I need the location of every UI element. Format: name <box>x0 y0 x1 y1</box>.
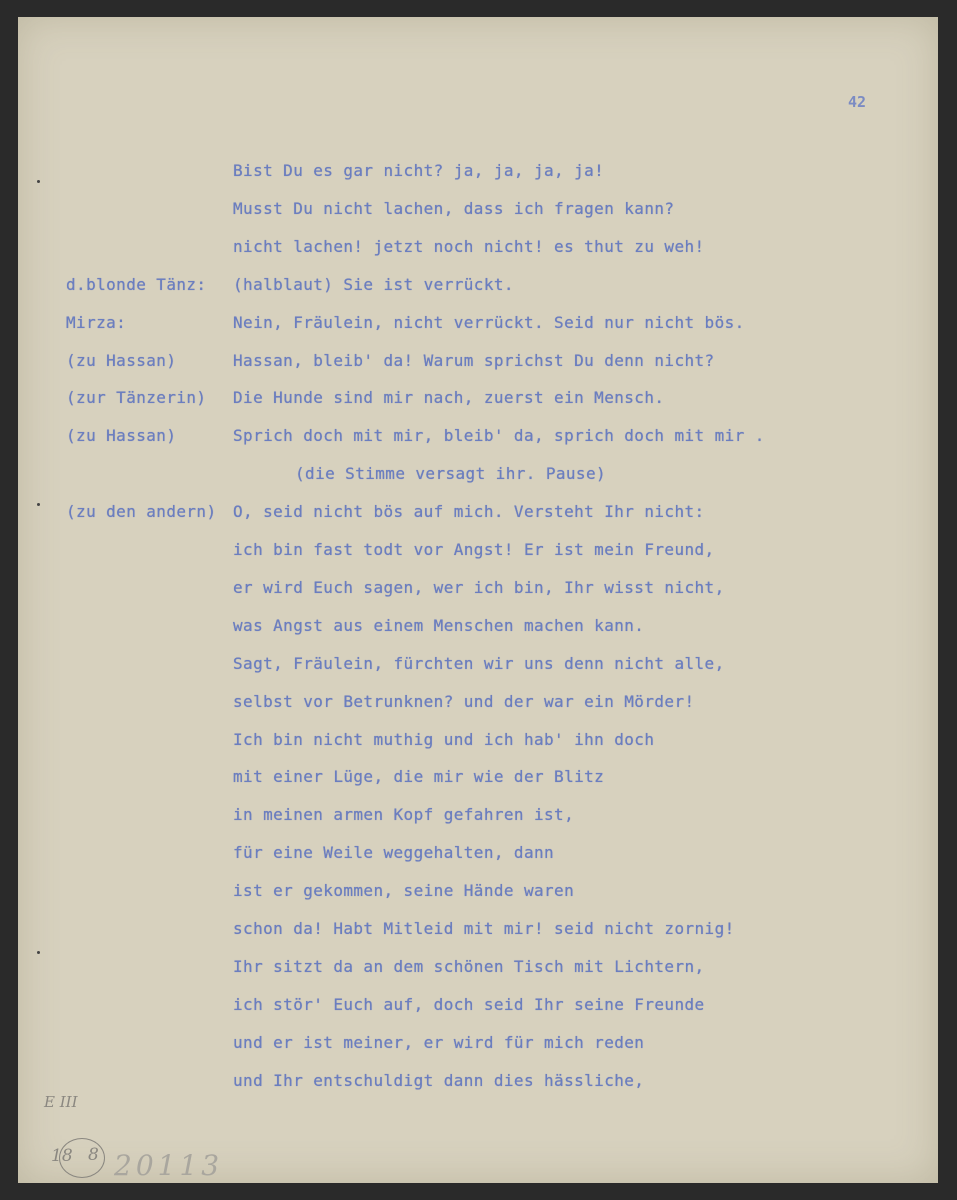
verse-line: er wird Euch sagen, wer ich bin, Ihr wisst nicht, <box>233 577 725 597</box>
typescript-page <box>18 17 938 1183</box>
verse-line: für eine Weile weggehalten, dann <box>233 843 555 863</box>
verse-line: Hassan, bleib' da! Warum sprichst Du denn nicht? <box>233 350 715 370</box>
verse-line: Die Hunde sind mir nach, zuerst ein Mensch. <box>233 388 665 408</box>
page-number: 42 <box>848 93 867 111</box>
verse-line: und er ist meiner, er wird für mich reden <box>233 1032 645 1052</box>
archive-number-suffix: 8 <box>88 1145 99 1165</box>
verse-line: Sprich doch mit mir, bleib' da, sprich doch mit mir . <box>233 426 765 446</box>
binding-hole-dot <box>37 951 40 954</box>
verse-line: Bist Du es gar nicht? ja, ja, ja, ja! <box>233 161 605 180</box>
verse-line: Ihr sitzt da an dem schönen Tisch mit Lichtern, <box>233 956 705 976</box>
archive-circled-number: 18 <box>51 1146 73 1166</box>
verse-line: selbst vor Betrunknen? und der war ein Mörder! <box>233 691 695 711</box>
speaker-label: Mirza: <box>66 312 127 332</box>
verse-line: Ich bin nicht muthig und ich hab' ihn doch <box>233 729 655 749</box>
speaker-label: d.blonde Tänz: <box>66 274 207 294</box>
speaker-label: (zu Hassan) <box>66 426 177 446</box>
verse-line: ich bin fast todt vor Angst! Er ist mein Freund, <box>233 540 715 559</box>
verse-line: Sagt, Fräulein, fürchten wir uns denn nicht alle, <box>233 653 725 673</box>
verse-line: was Angst aus einem Menschen machen kann. <box>233 615 645 635</box>
speaker-label: (zu Hassan) <box>66 350 177 370</box>
archive-inventory-number: 20113 <box>114 1149 224 1182</box>
verse-line: O, seid nicht bös auf mich. Versteht Ihr nicht: <box>233 502 705 522</box>
verse-line: ich stör' Euch auf, doch seid Ihr seine Freunde <box>233 994 705 1014</box>
stage-direction: (die Stimme versagt ihr. Pause) <box>295 464 607 484</box>
verse-line: Musst Du nicht lachen, dass ich fragen kann? <box>233 198 675 218</box>
verse-line: nicht lachen! jetzt noch nicht! es thut zu weh! <box>233 236 705 256</box>
verse-line: Nein, Fräulein, nicht verrückt. Seid nur nicht bös. <box>233 312 745 332</box>
speaker-label: (zu den andern) <box>66 502 217 522</box>
binding-hole-dot <box>37 503 40 506</box>
verse-line: und Ihr entschuldigt dann dies hässliche, <box>233 1070 645 1090</box>
verse-line: (halblaut) Sie ist verrückt. <box>233 274 514 294</box>
speaker-label: (zur Tänzerin) <box>66 388 207 408</box>
archive-sigle: E III <box>44 1093 78 1111</box>
verse-line: ist er gekommen, seine Hände waren <box>233 881 575 901</box>
verse-line: schon da! Habt Mitleid mit mir! seid nicht zornig! <box>233 919 735 938</box>
verse-line: in meinen armen Kopf gefahren ist, <box>233 805 575 825</box>
verse-line: mit einer Lüge, die mir wie der Blitz <box>233 767 605 787</box>
binding-hole-dot <box>37 180 40 183</box>
